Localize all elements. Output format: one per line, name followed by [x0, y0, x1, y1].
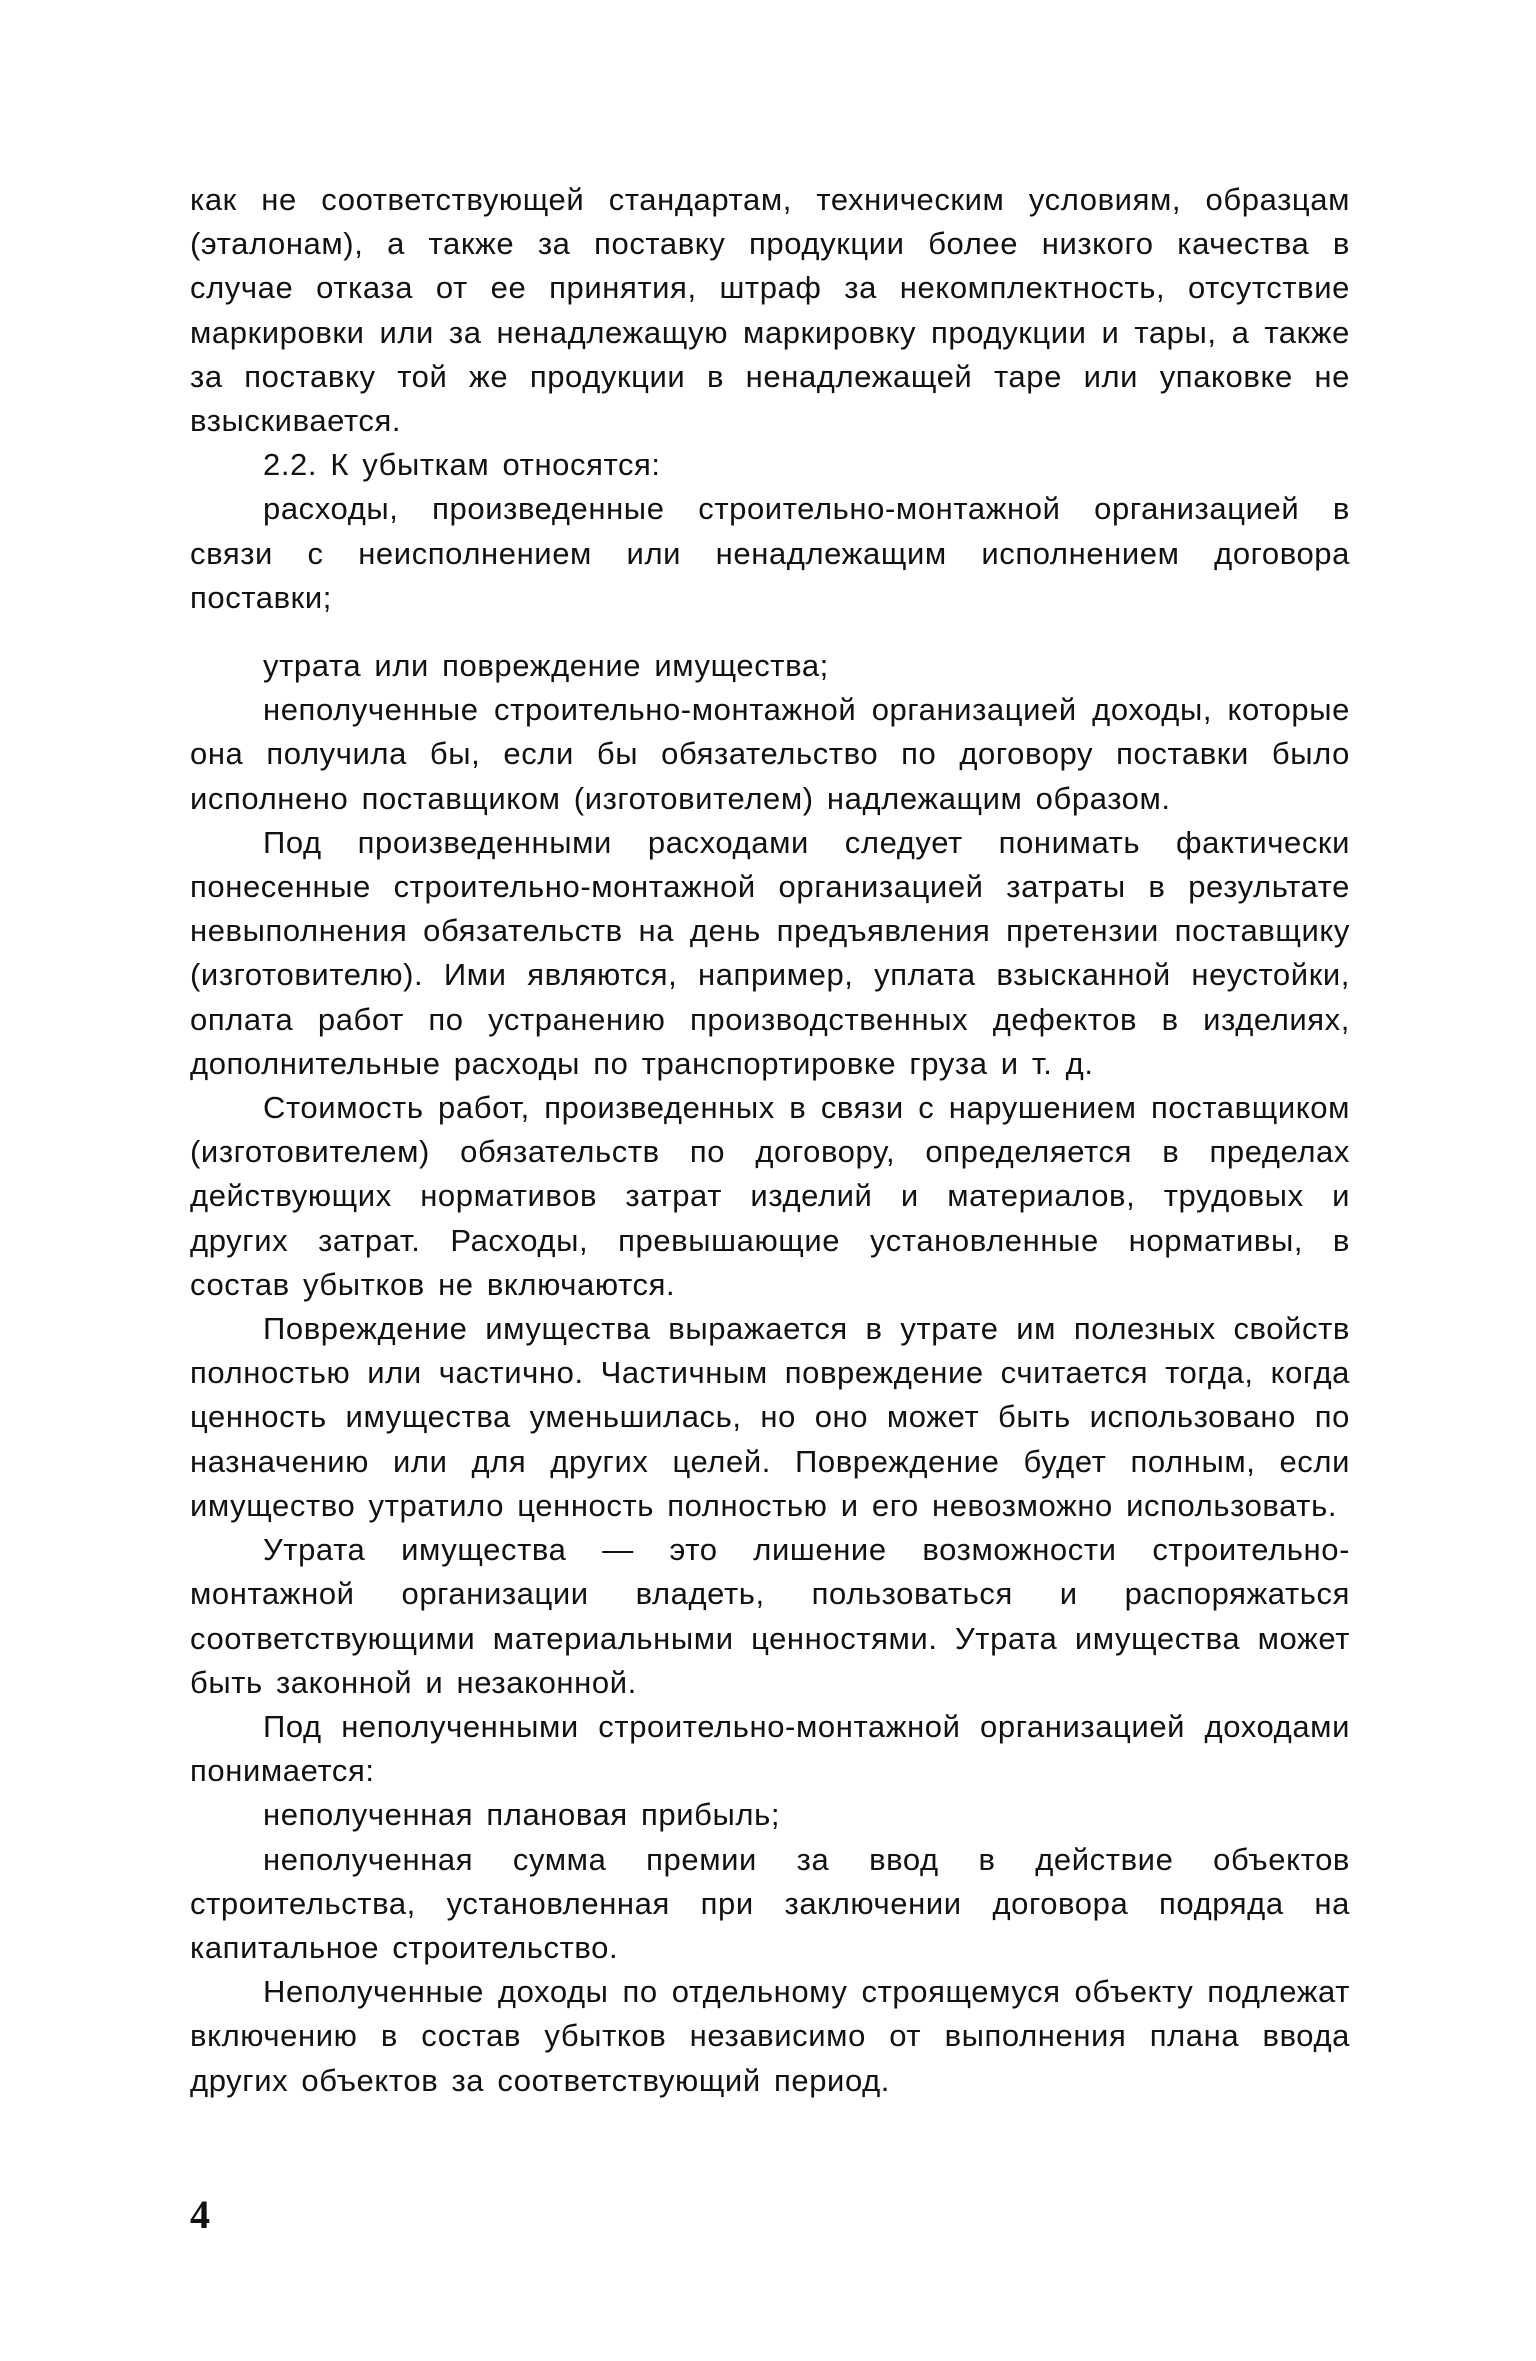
- paragraph-list-item: неполученные строительно-монтажной организацией доходы, которые она получила бы, если бы обязательство по договору поставки было исполнено поставщиком (изготовителем) надлежащим образом.: [190, 692, 1350, 816]
- paragraph: Под произведенными расходами следует понимать фактически понесенные строительно-монтажной организацией затраты в результате невыполнения обязательств на день предъявления претензии поставщику (изготовителю). Ими являются, например, уплата взысканной неустойки, оплата работ по устранению производственных дефектов в изделиях, дополнительные расходы по транспортировке груза и т. д.: [190, 824, 1350, 1081]
- paragraph: Неполученные доходы по отдельному строящемуся объекту подлежат включению в состав убытков независимо от выполнения плана ввода других объектов за соответствующий период.: [190, 1974, 1350, 2098]
- body-text: [190, 178, 1350, 2103]
- paragraph-section-heading: 2.2. К убыткам относятся:: [263, 447, 661, 483]
- paragraph-list-item: неполученная сумма премии за ввод в действие объектов строительства, установленная при заключении договора подряда на капитальное строительство.: [190, 1841, 1350, 1965]
- paragraph-list-item: неполученная плановая прибыль;: [263, 1797, 781, 1833]
- page-number: 4: [190, 2192, 210, 2237]
- paragraph: Под неполученными строительно-монтажной организацией доходами понимается:: [190, 1708, 1350, 1789]
- paragraph: Повреждение имущества выражается в утрате им полезных свойств полностью или частично. Частичным повреждение считается тогда, когда ценность имущества уменьшилась, но оно может быть использовано по назначению или для других целей. Повреждение будет полным, если имущество утратило ценность полностью и его невозможно использовать.: [190, 1311, 1350, 1523]
- paragraph: Утрата имущества — это лишение возможности строительно-монтажной организации владеть, пользоваться и распоряжаться соответствующими материальными ценностями. Утрата имущества может быть законной и незаконной.: [190, 1532, 1350, 1700]
- paragraph-list-item: утрата или повреждение имущества;: [263, 648, 829, 684]
- paragraph: Стоимость работ, произведенных в связи с нарушением поставщиком (изготовителем) обязательств по договору, определяется в пределах действующих нормативов затрат изделий и материалов, трудовых и других затрат. Расходы, превышающие установленные нормативы, в состав убытков не включаются.: [190, 1090, 1350, 1302]
- paragraph-list-item: расходы, произведенные строительно-монтажной организацией в связи с неисполнением или ненадлежащим исполнением договора поставки;: [190, 491, 1350, 615]
- paragraph-continuation: как не соответствующей стандартам, техническим условиям, образцам (эталонам), а также за поставку продукции более низкого качества в случае отказа от ее принятия, штраф за некомплектность, отсутствие маркировки или за ненадлежащую маркировку продукции и тары, а также за поставку той же продукции в ненадлежащей таре или упаковке не взыскивается.: [190, 182, 1350, 439]
